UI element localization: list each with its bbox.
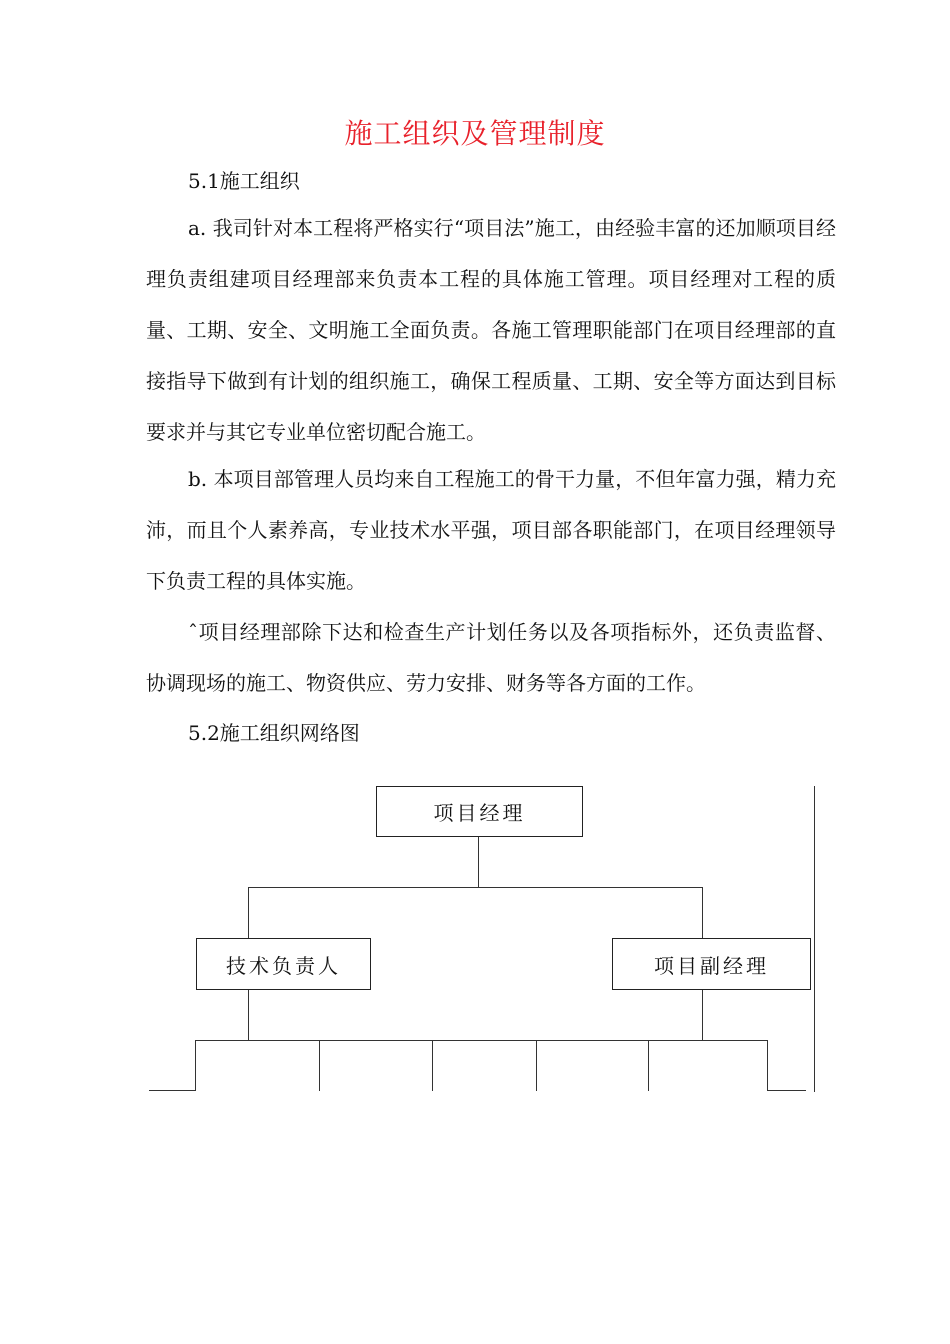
connector-line [195,1040,768,1041]
connector-line [195,1040,196,1091]
paragraph-b: b. 本项目部管理人员均来自工程施工的骨干力量，不但年富力强，精力充沛，而且个人素养高，专业技术水平强，项目部各职能部门，在项目经理领导下负责工程的具体实施。 [146,467,836,593]
connector-line [319,1040,320,1091]
connector-line [248,887,249,939]
org-box-technical-lead: 技术负责人 [196,938,371,990]
org-box-deputy-manager: 项目副经理 [612,938,811,990]
connector-line [248,887,703,888]
connector-line [648,1040,649,1091]
paragraph-a: a. 我司针对本工程将严格实行“项目法”施工，由经验丰富的还加顺项目经理负责组建项目经理部来负责本工程的具体施工管理。项目经理对工程的质量、工期、安全、文明施工全面负责。各施工管理职能部门在项目经理部的直接指导下做到有计划的组织施工，确保工程质量、工期、安全等方面达到目标要求并与其它专业单位密切配合施工。 [146,216,836,444]
connector-line [248,990,249,1041]
connector-line [432,1040,433,1091]
document-title: 施工组织及管理制度 [344,117,606,150]
section-heading-5-2: 5.2施工组织网络图 [188,721,360,745]
connector-line [814,786,815,1092]
connector-line [478,837,479,888]
connector-line [702,990,703,1041]
connector-line [149,1090,196,1091]
connector-line [767,1040,768,1091]
org-box-project-manager: 项目经理 [376,786,583,837]
connector-line [702,887,703,939]
connector-line [767,1090,806,1091]
paragraph-c: ˆ项目经理部除下达和检查生产计划任务以及各项指标外，还负责监督、协调现场的施工、物资供应、劳力安排、财务等各方面的工作。 [146,620,836,695]
section-heading-5-1: 5.1施工组织 [188,169,300,193]
connector-line [536,1040,537,1091]
